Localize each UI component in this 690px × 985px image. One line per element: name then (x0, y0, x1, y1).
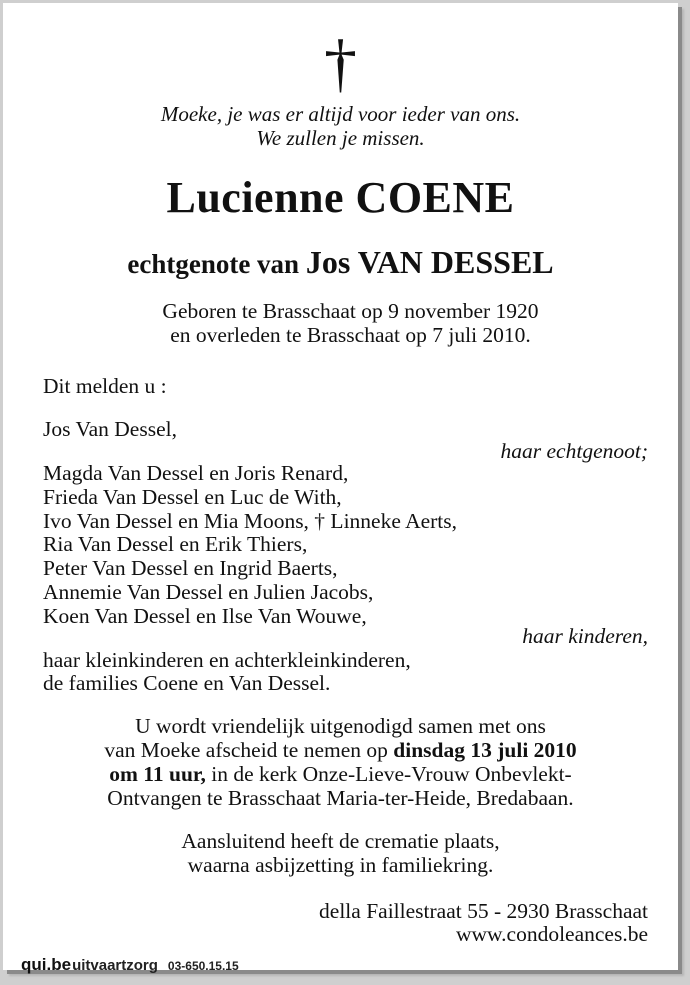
list-item: Frieda Van Dessel en Luc de With, (43, 484, 342, 509)
deceased-name: Lucienne COENE (166, 173, 515, 222)
website-link[interactable]: www.condoleances.be (455, 922, 648, 946)
children-list (43, 462, 457, 629)
children-relation: haar kinderen, (522, 624, 648, 648)
husband-name: Jos Van Dessel, (43, 417, 177, 441)
address: della Faillestraat 55 - 2930 Brasschaat (319, 899, 648, 923)
birth-line: Geboren te Brasschaat op 9 november 1920 (162, 299, 539, 323)
motto-line-2: We zullen je missen. (256, 126, 425, 150)
invitation-text: van Moeke afscheid te nemen op (104, 738, 394, 762)
invitation-line-1: U wordt vriendelijk uitgenodigd samen met ons (135, 714, 546, 738)
invitation-line-3 (3, 762, 678, 786)
invitation-text: in de kerk Onze-Lieve-Vrouw Onbevlekt- (205, 762, 572, 786)
cremation-line-1: Aansluitend heeft de crematie plaats, (181, 829, 500, 853)
funeral-service-brand (21, 955, 239, 975)
cremation-line-2: waarna asbijzetting in familiekring. (187, 853, 494, 877)
brand-service: uitvaartzorg (72, 957, 158, 974)
spouse-line (3, 245, 678, 281)
brand-phone: 03-650.15.15 (167, 959, 239, 973)
list-item: Koen Van Dessel en Ilse Van Wouwe, (43, 603, 367, 628)
cross-icon: † (324, 27, 357, 100)
list-item: Annemie Van Dessel en Julien Jacobs, (43, 579, 374, 604)
brand-logo: qui.be (21, 955, 72, 974)
funeral-date: dinsdag 13 juli 2010 (393, 738, 577, 762)
motto-line-1: Moeke, je was er altijd voor ieder van ons. (160, 102, 521, 126)
list-item: Magda Van Dessel en Joris Renard, (43, 461, 349, 485)
invitation-line-2 (3, 738, 678, 762)
spouse-prefix: echtgenote van (127, 249, 300, 279)
husband-relation: haar echtgenoot; (500, 439, 648, 463)
announcer-intro: Dit melden u : (43, 374, 167, 398)
grandchildren-line: haar kleinkinderen en achterkleinkinderen, (43, 648, 411, 672)
obituary-card (3, 3, 678, 974)
funeral-time: om 11 uur, (109, 762, 206, 786)
list-item: Ivo Van Dessel en Mia Moons, † Linneke Aerts, (43, 508, 458, 533)
spouse-name: Jos VAN DESSEL (305, 244, 554, 280)
list-item: Peter Van Dessel en Ingrid Baerts, (43, 556, 338, 581)
list-item: Ria Van Dessel en Erik Thiers, (43, 532, 308, 557)
families-line: de families Coene en Van Dessel. (43, 671, 331, 695)
death-line: en overleden te Brasschaat op 7 juli 2010. (170, 323, 531, 347)
invitation-line-4: Ontvangen te Brasschaat Maria-ter-Heide, Bredabaan. (107, 786, 574, 810)
